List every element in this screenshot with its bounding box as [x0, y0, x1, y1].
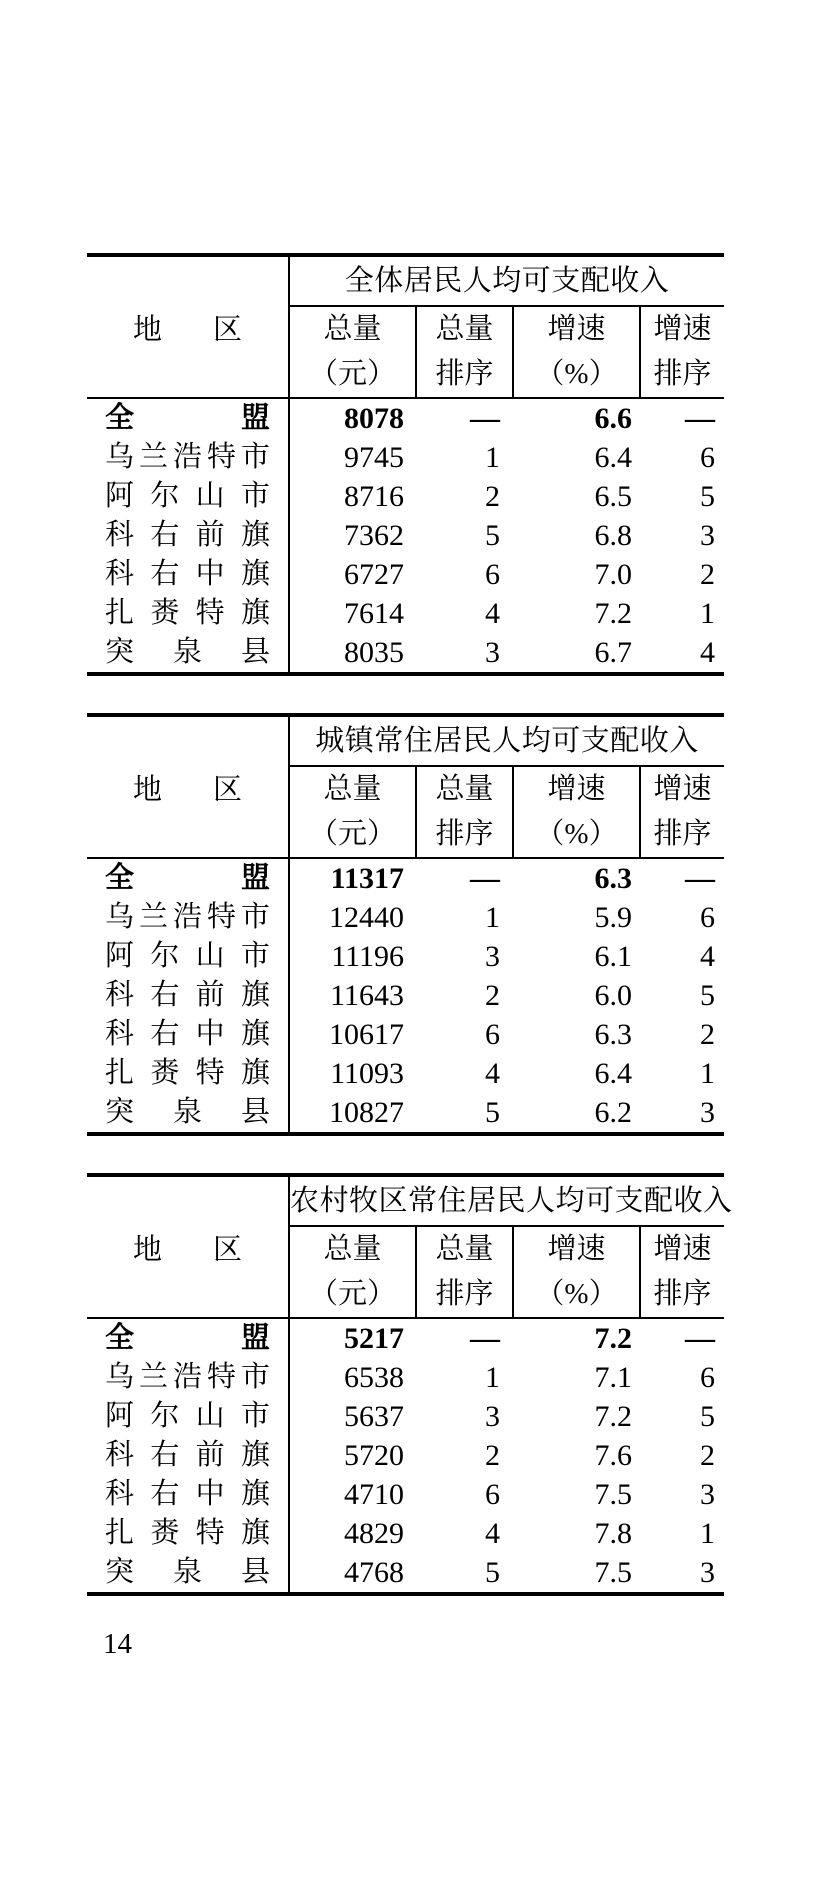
region-name: 科 右 前 旗: [105, 1439, 270, 1471]
region-name: 科 右 中 旗: [105, 558, 270, 590]
growth-value: 6.6: [594, 402, 632, 435]
table-body-overall: [87, 398, 724, 674]
table-row: [87, 633, 724, 674]
col-header-growth-rank: 增速 排序: [640, 306, 724, 398]
col-header-growth: 增速 （%）: [513, 306, 640, 398]
total-value: 11317: [330, 862, 404, 895]
table-row: [87, 1093, 724, 1134]
region-name-cell: [87, 1318, 289, 1358]
total-rank: 4: [485, 1517, 500, 1550]
table-row: [87, 1475, 724, 1514]
growth-rank: 2: [700, 558, 716, 591]
col-header-total-rank: 总量 排序: [416, 766, 513, 858]
region-column-header: [87, 715, 289, 858]
region-column-header: [87, 255, 289, 398]
table-row: [87, 516, 724, 555]
table-row: [87, 937, 724, 976]
table-row: [87, 1514, 724, 1553]
growth-rank: 3: [700, 1556, 716, 1589]
group-header-row: [87, 1175, 724, 1226]
total-rank: 1: [485, 901, 500, 934]
region-name-cell: [87, 1475, 289, 1514]
page-number: 14: [103, 1628, 132, 1660]
group-header-row: [87, 255, 724, 306]
total-value: 5217: [344, 1322, 404, 1355]
total-rank: 6: [485, 1478, 500, 1511]
region-name-cell: [87, 1358, 289, 1397]
growth-rank: 5: [700, 1400, 716, 1433]
total-value: 4829: [344, 1517, 404, 1550]
table-body-urban: [87, 858, 724, 1134]
growth-rank: —: [685, 1322, 716, 1355]
growth-rank: 6: [700, 441, 716, 474]
growth-rank: 5: [700, 480, 716, 513]
region-name: 乌 兰 浩 特 市: [105, 441, 270, 473]
growth-value: 7.2: [594, 1322, 632, 1355]
total-rank: 5: [485, 1556, 500, 1589]
growth-value: 7.8: [594, 1517, 632, 1550]
total-rank: 2: [485, 480, 500, 513]
growth-value: 6.3: [594, 1018, 632, 1051]
table-row: [87, 438, 724, 477]
total-value: 6727: [344, 558, 404, 591]
table-row: [87, 1054, 724, 1093]
region-column-header-label: 地 区: [133, 773, 242, 806]
table-row: [87, 398, 724, 438]
total-value: 8078: [344, 402, 404, 435]
growth-value: 7.1: [594, 1361, 632, 1394]
region-name-cell: [87, 1514, 289, 1553]
col-header-growth: 增速 （%）: [513, 1226, 640, 1318]
region-name: 全 盟: [105, 862, 270, 894]
region-name-cell: [87, 516, 289, 555]
region-name-cell: [87, 555, 289, 594]
total-value: 6538: [344, 1361, 404, 1394]
growth-rank: —: [685, 402, 716, 435]
growth-rank: 4: [700, 636, 716, 669]
region-name-cell: [87, 398, 289, 438]
region-name-cell: [87, 1397, 289, 1436]
region-name: 乌 兰 浩 特 市: [105, 1361, 270, 1393]
total-rank: 5: [485, 1096, 500, 1129]
region-name: 乌 兰 浩 特 市: [105, 901, 270, 933]
growth-rank: 5: [700, 979, 716, 1012]
growth-rank: 4: [700, 940, 716, 973]
region-column-header-label: 地 区: [133, 1233, 242, 1266]
total-rank: 2: [485, 1439, 500, 1472]
growth-value: 6.4: [594, 441, 632, 474]
total-rank: 6: [485, 558, 500, 591]
region-name-cell: [87, 1054, 289, 1093]
total-value: 5720: [344, 1439, 404, 1472]
total-value: 5637: [344, 1400, 404, 1433]
growth-value: 6.7: [594, 636, 632, 669]
region-name: 科 右 中 旗: [105, 1018, 270, 1050]
region-name-cell: [87, 594, 289, 633]
region-name: 科 右 前 旗: [105, 519, 270, 551]
region-name-cell: [87, 976, 289, 1015]
total-value: 11093: [330, 1057, 404, 1090]
table-row: [87, 477, 724, 516]
region-name: 阿 尔 山 市: [105, 940, 270, 972]
col-header-total: 总量 （元）: [289, 1226, 416, 1318]
region-name-cell: [87, 898, 289, 937]
table-body-rural: [87, 1318, 724, 1594]
growth-rank: 2: [700, 1018, 716, 1051]
table-row: [87, 1436, 724, 1475]
total-value: 4768: [344, 1556, 404, 1589]
total-value: 11196: [331, 940, 404, 973]
col-header-growth-rank: 增速 排序: [640, 766, 724, 858]
growth-value: 7.0: [594, 558, 632, 591]
total-value: 4710: [344, 1478, 404, 1511]
total-value: 11643: [330, 979, 404, 1012]
region-name-cell: [87, 477, 289, 516]
region-name: 科 右 中 旗: [105, 1478, 270, 1510]
growth-value: 6.2: [594, 1096, 632, 1129]
total-value: 7614: [344, 597, 404, 630]
table-row: [87, 976, 724, 1015]
growth-rank: —: [685, 862, 716, 895]
growth-value: 6.3: [594, 862, 632, 895]
col-header-total-rank: 总量 排序: [416, 306, 513, 398]
table-row: [87, 1318, 724, 1358]
growth-value: 5.9: [594, 901, 632, 934]
region-name-cell: [87, 1436, 289, 1475]
growth-value: 7.2: [594, 1400, 632, 1433]
table-group-title: 全体居民人均可支配收入: [289, 255, 724, 306]
total-value: 8716: [344, 480, 404, 513]
table-row: [87, 858, 724, 898]
region-name-cell: [87, 1015, 289, 1054]
table-row: [87, 555, 724, 594]
total-value: 10827: [329, 1096, 404, 1129]
region-name: 扎 赉 特 旗: [105, 1517, 270, 1549]
income-table-urban: [87, 713, 724, 1136]
growth-value: 7.5: [594, 1556, 632, 1589]
region-column-header-label: 地 区: [133, 313, 242, 346]
region-name: 突 泉 县: [105, 1556, 270, 1588]
total-rank: 3: [485, 1400, 500, 1433]
income-table-rural: [87, 1173, 733, 1596]
growth-rank: 2: [700, 1439, 716, 1472]
growth-value: 6.1: [594, 940, 632, 973]
total-rank: 3: [485, 636, 500, 669]
total-rank: 4: [485, 597, 500, 630]
table-row: [87, 898, 724, 937]
table-group-title: 城镇常住居民人均可支配收入: [289, 715, 724, 766]
region-name: 扎 赉 特 旗: [105, 597, 270, 629]
growth-rank: 1: [700, 1057, 716, 1090]
region-name-cell: [87, 438, 289, 477]
total-value: 7362: [344, 519, 404, 552]
growth-rank: 1: [700, 597, 716, 630]
region-name-cell: [87, 1093, 289, 1134]
total-rank: 4: [485, 1057, 500, 1090]
region-name: 突 泉 县: [105, 636, 270, 668]
region-name: 阿 尔 山 市: [105, 480, 270, 512]
growth-value: 7.6: [594, 1439, 632, 1472]
growth-rank: 6: [700, 901, 716, 934]
total-rank: —: [470, 402, 500, 435]
growth-rank: 6: [700, 1361, 716, 1394]
income-table-overall: [87, 253, 724, 676]
col-header-total: 总量 （元）: [289, 766, 416, 858]
total-value: 9745: [344, 441, 404, 474]
total-rank: 5: [485, 519, 500, 552]
total-rank: 1: [485, 441, 500, 474]
col-header-growth-rank: 增速 排序: [640, 1226, 724, 1318]
region-name-cell: [87, 633, 289, 674]
total-rank: 6: [485, 1018, 500, 1051]
total-rank: —: [470, 1322, 500, 1355]
table-group-title: 农村牧区常住居民人均可支配收入: [289, 1175, 724, 1226]
region-name: 突 泉 县: [105, 1096, 270, 1128]
total-rank: 2: [485, 979, 500, 1012]
growth-rank: 3: [700, 1096, 716, 1129]
col-header-total: 总量 （元）: [289, 306, 416, 398]
growth-value: 7.2: [594, 597, 632, 630]
region-name-cell: [87, 937, 289, 976]
table-row: [87, 1015, 724, 1054]
total-value: 8035: [344, 636, 404, 669]
group-header-row: [87, 715, 724, 766]
total-rank: —: [470, 862, 500, 895]
region-name: 科 右 前 旗: [105, 979, 270, 1011]
region-name-cell: [87, 858, 289, 898]
growth-rank: 3: [700, 519, 716, 552]
table-row: [87, 1358, 724, 1397]
growth-value: 7.5: [594, 1478, 632, 1511]
document-page: [0, 253, 819, 1898]
table-row: [87, 1553, 724, 1594]
growth-rank: 3: [700, 1478, 716, 1511]
region-column-header: [87, 1175, 289, 1318]
total-value: 12440: [329, 901, 404, 934]
growth-rank: 1: [700, 1517, 716, 1550]
total-value: 10617: [329, 1018, 404, 1051]
region-name: 阿 尔 山 市: [105, 1400, 270, 1432]
col-header-growth: 增速 （%）: [513, 766, 640, 858]
col-header-total-rank: 总量 排序: [416, 1226, 513, 1318]
region-name: 全 盟: [105, 1322, 270, 1354]
growth-value: 6.4: [594, 1057, 632, 1090]
region-name: 扎 赉 特 旗: [105, 1057, 270, 1089]
total-rank: 1: [485, 1361, 500, 1394]
growth-value: 6.5: [594, 480, 632, 513]
region-name-cell: [87, 1553, 289, 1594]
region-name: 全 盟: [105, 402, 270, 434]
table-row: [87, 1397, 724, 1436]
total-rank: 3: [485, 940, 500, 973]
growth-value: 6.0: [594, 979, 632, 1012]
growth-value: 6.8: [594, 519, 632, 552]
table-row: [87, 594, 724, 633]
